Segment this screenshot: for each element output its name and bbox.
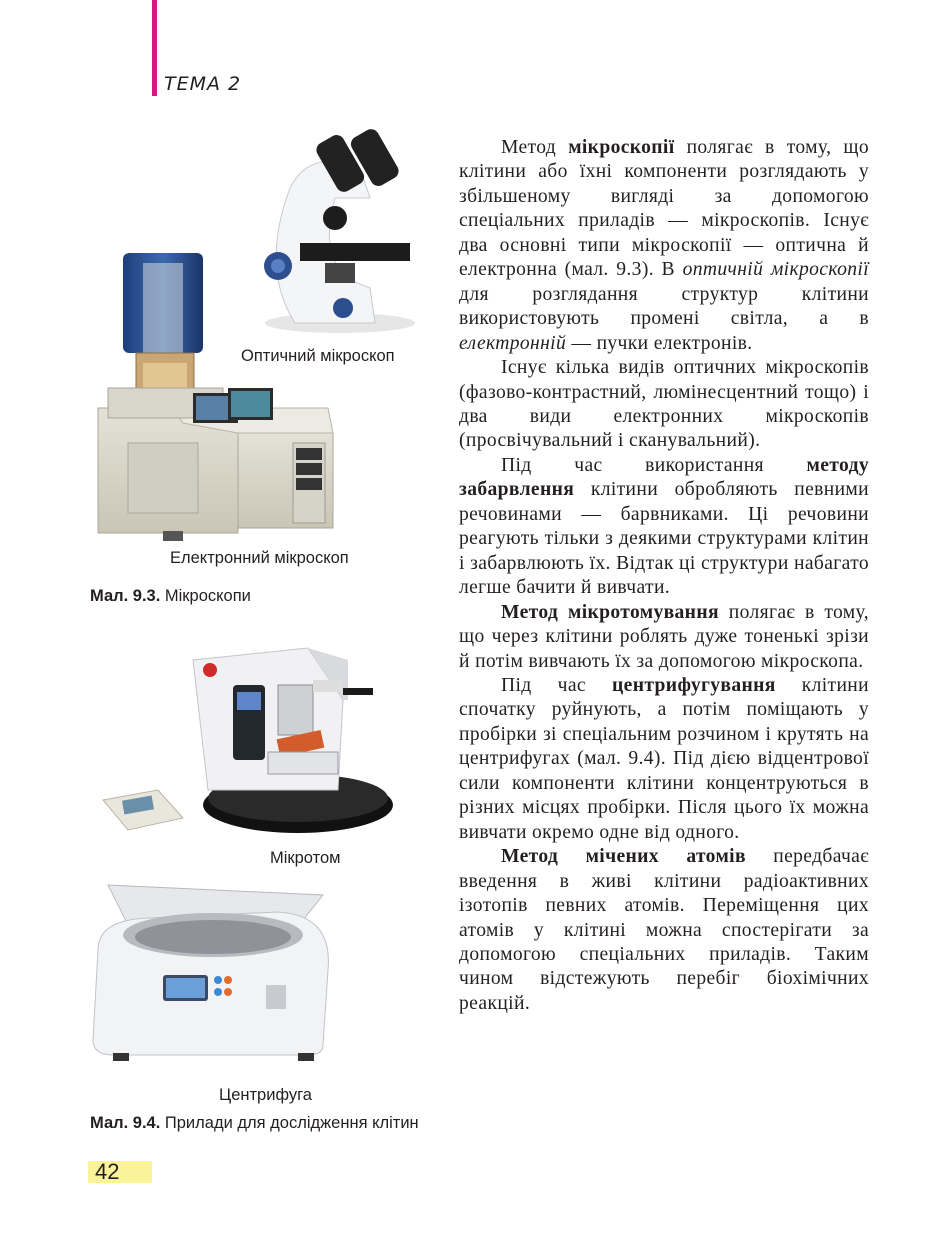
topic-header: ТЕМА 2 <box>164 73 242 95</box>
figure-9-3-caption <box>90 587 251 606</box>
text-run: — пучки електронів. <box>566 332 753 354</box>
microtome-label: Мікротом <box>270 849 341 867</box>
paragraph-staining <box>459 454 869 601</box>
electron-microscope-label: Електронний мікроскоп <box>170 549 349 567</box>
text-run: клітини спочатку руйнують, а потім поміщають у пробірки зі спеціальним розчином і крутять на центрифугах (мал. 9.4). Під дією відцентрової сили компоненти клітини концентруються в різних місцях пробірки. Після цього їх можна вивчати окремо одне від одного. <box>459 674 869 843</box>
term-microtomy: Метод мікротомування <box>501 601 719 623</box>
figure-9-3-number: Мал. 9.3. <box>90 587 161 605</box>
microtome-image <box>98 640 398 840</box>
figure-9-4-number: Мал. 9.4. <box>90 1114 161 1132</box>
figure-9-4-caption <box>90 1114 419 1133</box>
text-run: Метод <box>501 137 569 158</box>
term-labeled-atoms: Метод мічених атомів <box>501 846 746 868</box>
centrifuge-label: Центрифуга <box>219 1086 312 1104</box>
paragraph-microscopy <box>459 136 869 356</box>
text-run: полягає в тому, що клітини або їхні компоненти розглядають у збільшеному вигляді за допомогою спеціальних приладів — мікроскопів. Існує два основні типи мікроскопії — оптична й електронна (мал. 9.3). В <box>459 137 869 281</box>
term-centrifugation: центрифугування <box>612 674 776 696</box>
text-run: для розглядання структур клітини використовують промені світла, а в <box>459 283 869 330</box>
optical-microscope-image <box>250 128 430 338</box>
topic-accent-bar <box>152 0 157 96</box>
text-run: Під час <box>501 674 613 696</box>
paragraph-labeled-atoms <box>459 845 869 1016</box>
figure-9-3-title: Мікроскопи <box>164 587 251 605</box>
paragraph-microscope-types: Існує кілька видів оптичних мікроскопів (фазово-контрастний, люмінесцентний тощо) і два види електронних мікроскопів (просвічувальний і сканувальний). <box>459 357 869 452</box>
text-run: передбачає введення в живі клітини радіоактивних ізотопів певних атомів. Переміщення цих атомів у клітині можна спостерігати за допомогою спеціальних приладів. Таким чином відстежують перебіг біохімічних реакцій. <box>459 846 869 1014</box>
paragraph-centrifugation <box>459 674 869 845</box>
figure-9-4-title: Прилади для дослідження клітин <box>164 1114 419 1132</box>
text-run: Під час використання <box>501 454 807 476</box>
optical-microscope-label: Оптичний мікроскоп <box>241 347 395 365</box>
text-run: полягає в тому, що через клітини роблять дуже тоненькі зрізи й потім вивчають їх за допомогою мікроскопа. <box>459 601 869 672</box>
term-electron: електронній <box>459 332 567 354</box>
page-number: 42 <box>95 1159 120 1184</box>
centrifuge-image <box>88 880 338 1080</box>
term-microscopy: мікроскопії <box>568 137 675 158</box>
paragraph-microtomy <box>459 601 869 674</box>
term-optical-microscopy: оптичній мікроскопії <box>682 259 869 281</box>
text-run: клітини обробляють певними речовинами — барвниками. Ці речовини реагують тільки з деякими структурами клітин і забарвлюють їх. Відтак ці структури набагато легше бачити й вивчати. <box>459 479 869 599</box>
main-text <box>459 136 869 1016</box>
term-staining: методу забарвлення <box>459 454 869 501</box>
